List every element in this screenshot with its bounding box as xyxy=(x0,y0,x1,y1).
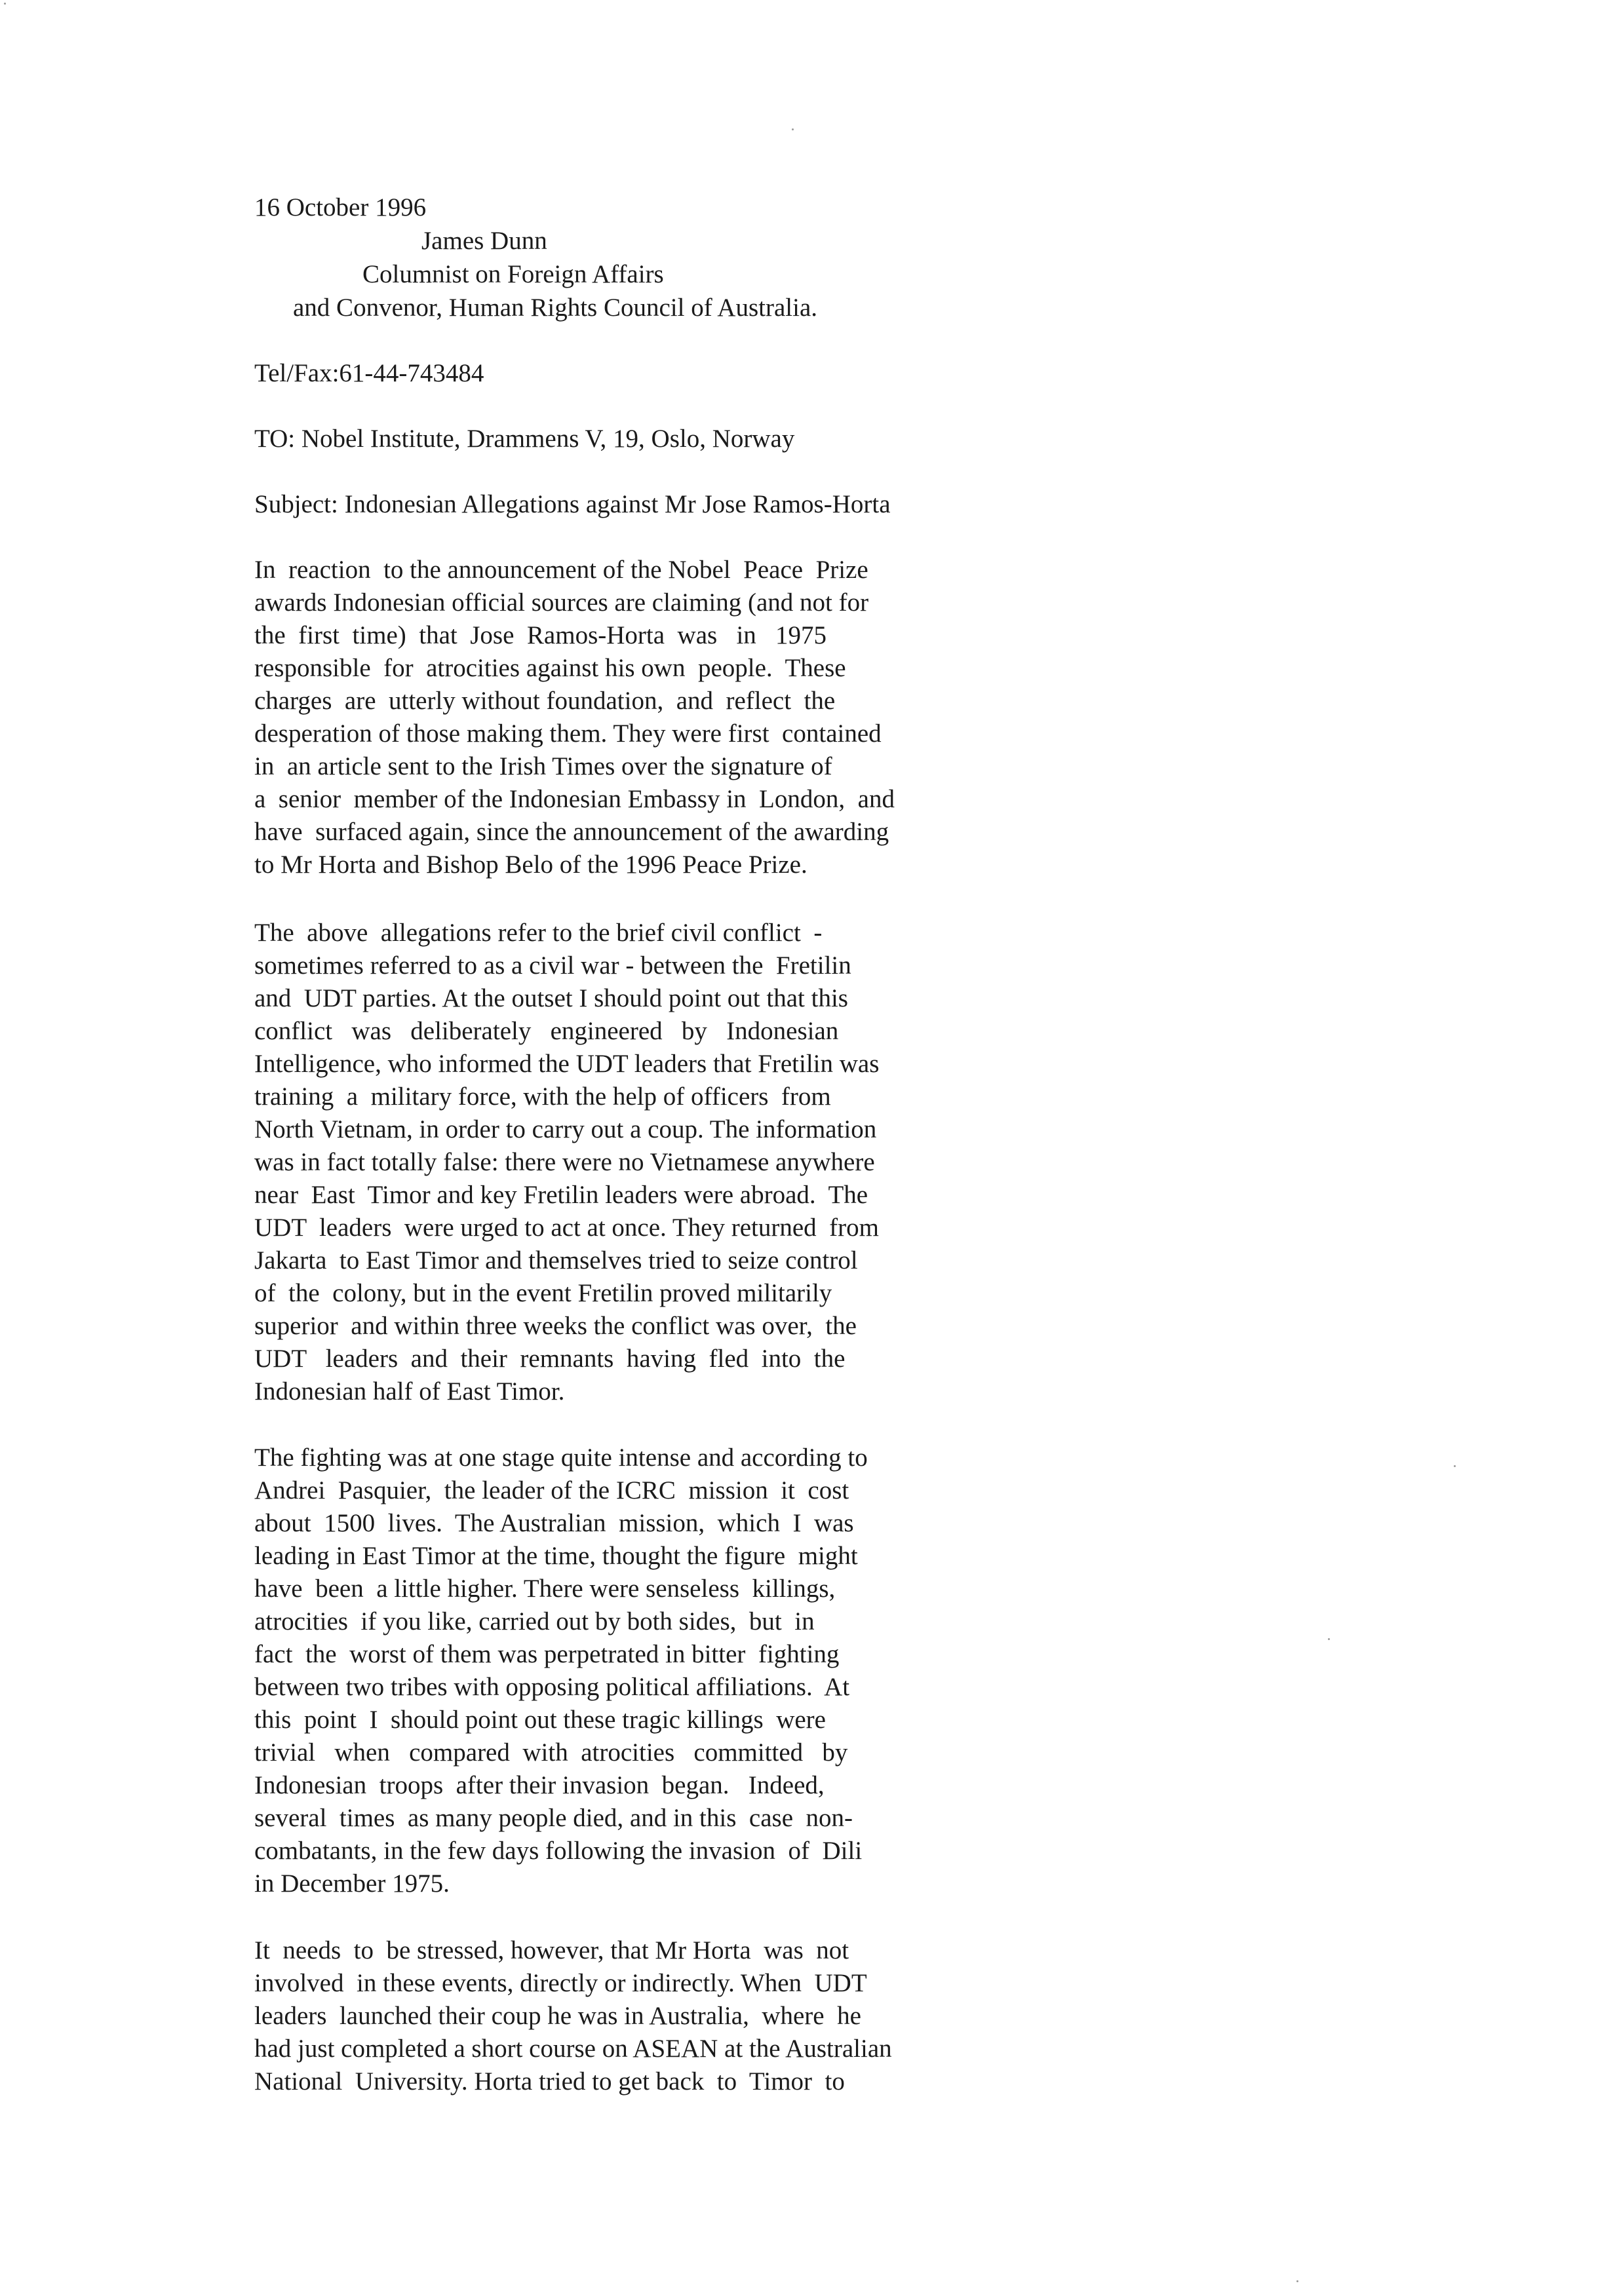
paragraph-line: Indonesian troops after their invasion began. Indeed, xyxy=(254,1771,825,1799)
paragraph-line: UDT leaders were urged to act at once. They returned from xyxy=(254,1214,879,1242)
scan-speck xyxy=(1296,2280,1298,2282)
paragraph-1 xyxy=(254,554,962,881)
paragraph-line: had just completed a short course on ASEAN at the Australian xyxy=(254,2035,892,2063)
paragraph-4 xyxy=(254,1934,962,2098)
paragraph-line: superior and within three weeks the conflict was over, the xyxy=(254,1312,857,1340)
sender-name: James Dunn xyxy=(421,227,547,255)
paragraph-line: fact the worst of them was perpetrated in bitter fighting xyxy=(254,1640,840,1668)
paragraph-line: charges are utterly without foundation, and reflect the xyxy=(254,687,836,715)
recipient-line: TO: Nobel Institute, Drammens V, 19, Oslo, Norway xyxy=(254,425,795,453)
paragraph-line: leading in East Timor at the time, thought the figure might xyxy=(254,1542,858,1570)
scan-speck xyxy=(792,128,794,130)
paragraph-line: Andrei Pasquier, the leader of the ICRC mission it cost xyxy=(254,1476,849,1504)
scan-speck xyxy=(4,3,6,5)
paragraph-line: leaders launched their coup he was in Australia, where he xyxy=(254,2002,861,2030)
paragraph-line: several times as many people died, and in this case non- xyxy=(254,1804,853,1832)
paragraph-line: involved in these events, directly or indirectly. When UDT xyxy=(254,1969,867,1997)
paragraph-line: National University. Horta tried to get back to Timor to xyxy=(254,2067,845,2095)
scan-speck xyxy=(1454,1465,1456,1467)
paragraph-line: training a military force, with the help of officers from xyxy=(254,1082,831,1111)
paragraph-line: conflict was deliberately engineered by Indonesian xyxy=(254,1017,839,1045)
paragraph-line: Indonesian half of East Timor. xyxy=(254,1377,565,1406)
paragraph-line: sometimes referred to as a civil war - between the Fretilin xyxy=(254,951,851,980)
paragraph-line: was in fact totally false: there were no Vietnamese anywhere xyxy=(254,1148,875,1176)
paragraph-line: in an article sent to the Irish Times over the signature of xyxy=(254,752,832,780)
paragraph-line: Intelligence, who informed the UDT leaders that Fretilin was xyxy=(254,1050,880,1078)
paragraph-line: this point I should point out these tragic killings were xyxy=(254,1706,826,1734)
paragraph-line: have been a little higher. There were senseless killings, xyxy=(254,1575,836,1603)
paragraph-line: UDT leaders and their remnants having fled into the xyxy=(254,1345,846,1373)
paragraph-line: of the colony, but in the event Fretilin proved militarily xyxy=(254,1279,832,1307)
paragraph-line: to Mr Horta and Bishop Belo of the 1996 Peace Prize. xyxy=(254,851,808,879)
paragraph-line: It needs to be stressed, however, that Mr Horta was not xyxy=(254,1936,849,1964)
paragraph-line: and UDT parties. At the outset I should point out that this xyxy=(254,984,848,1012)
paragraph-line: The above allegations refer to the brief civil conflict - xyxy=(254,919,823,947)
paragraph-line: a senior member of the Indonesian Embassy in London, and xyxy=(254,785,895,813)
paragraph-line: about 1500 lives. The Australian mission, which I was xyxy=(254,1509,854,1537)
subject-line: Subject: Indonesian Allegations against Mr Jose Ramos-Horta xyxy=(254,490,891,518)
letter-date: 16 October 1996 xyxy=(254,193,427,221)
paragraph-line: desperation of those making them. They were first contained xyxy=(254,719,882,748)
paragraph-line: awards Indonesian official sources are claiming (and not for xyxy=(254,588,869,617)
paragraph-line: combatants, in the few days following the invasion of Dili xyxy=(254,1837,863,1865)
paragraph-line: between two tribes with opposing political affiliations. At xyxy=(254,1673,850,1701)
scan-speck xyxy=(1328,1638,1330,1640)
telfax-line: Tel/Fax:61-44-743484 xyxy=(254,359,484,387)
paragraph-line: have surfaced again, since the announcement of the awarding xyxy=(254,818,889,846)
paragraph-line: In reaction to the announcement of the Nobel Peace Prize xyxy=(254,556,868,584)
sender-title-line-2: and Convenor, Human Rights Council of Australia. xyxy=(293,294,818,322)
paragraph-line: the first time) that Jose Ramos-Horta was in 1975 xyxy=(254,621,827,649)
sender-title-line-1: Columnist on Foreign Affairs xyxy=(362,260,664,288)
paragraph-line: The fighting was at one stage quite intense and according to xyxy=(254,1444,868,1472)
paragraph-line: North Vietnam, in order to carry out a coup. The information xyxy=(254,1115,877,1143)
paragraph-line: trivial when compared with atrocities committed by xyxy=(254,1738,848,1767)
paragraph-line: in December 1975. xyxy=(254,1869,450,1898)
paragraph-line: near East Timor and key Fretilin leaders were abroad. The xyxy=(254,1181,868,1209)
paragraph-line: Jakarta to East Timor and themselves tried to seize control xyxy=(254,1246,858,1274)
paragraph-2 xyxy=(254,917,962,1408)
paragraph-line: responsible for atrocities against his own people. These xyxy=(254,654,846,682)
paragraph-line: atrocities if you like, carried out by both sides, but in xyxy=(254,1607,815,1636)
paragraph-3 xyxy=(254,1442,962,1900)
